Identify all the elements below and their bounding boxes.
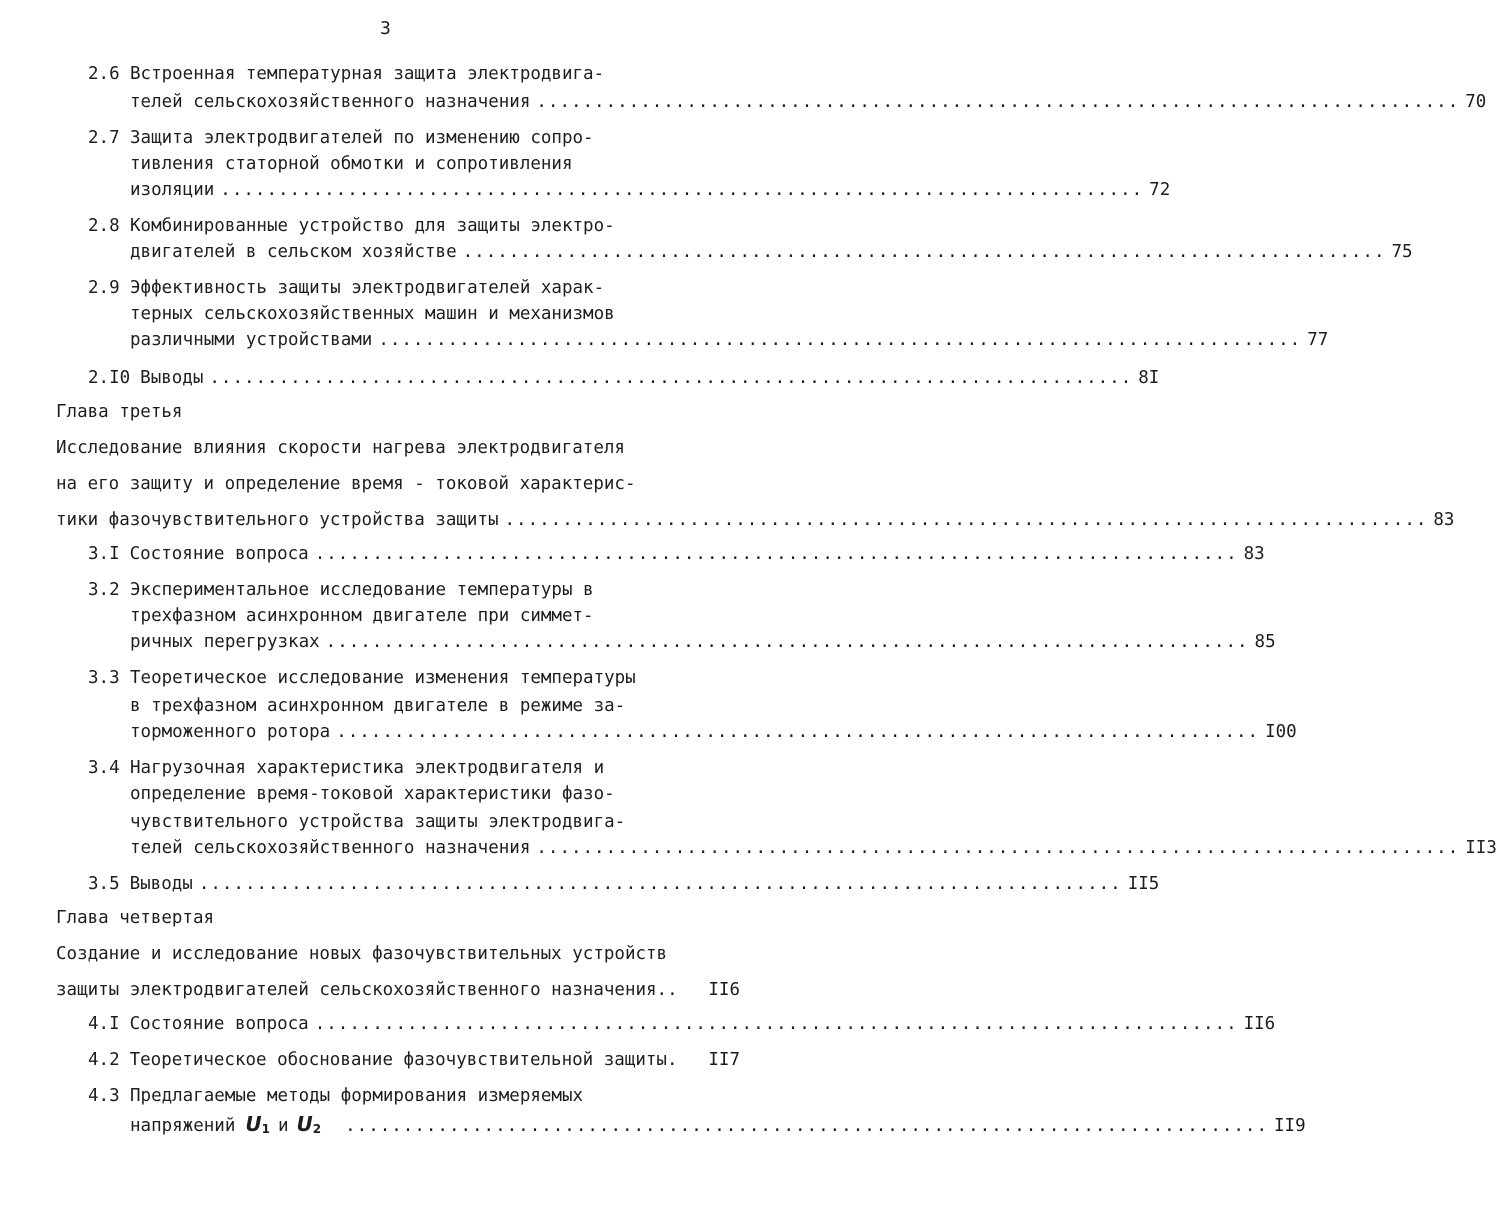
entry-number: 4.2 <box>88 1050 120 1070</box>
chapter-3-title-line3 <box>56 506 1455 534</box>
toc-entry-2-10 <box>88 364 1160 392</box>
entry-title-cont: напряжений <box>130 1116 236 1136</box>
entry-number: 2.8 <box>88 216 120 236</box>
toc-entry-3-4-line4 <box>130 834 1497 862</box>
entry-number: 2.9 <box>88 278 120 298</box>
entry-page: 8I <box>1138 368 1160 388</box>
leader-dots: ................................................................................ <box>314 1014 1238 1034</box>
leader-dots: ................................................................................ <box>336 722 1260 742</box>
entry-title-cont: определение время-токовой характеристики фазо- <box>130 784 615 804</box>
entry-title-cont: торможенного ротора <box>130 722 331 742</box>
toc-entry-4-3-line1 <box>88 1082 583 1110</box>
entry-title: Теоретическое обоснование фазочувствительной защиты. <box>129 1050 678 1070</box>
chapter-4-title-line2 <box>56 976 740 1004</box>
conjunction: и <box>277 1116 289 1136</box>
entry-title: Теоретическое исследование изменения температуры <box>130 668 636 688</box>
toc-entry-4-3-line2 <box>130 1108 1306 1140</box>
entry-title: Состояние вопроса <box>129 544 309 564</box>
toc-entry-4-2 <box>88 1046 740 1074</box>
entry-page: II7 <box>708 1050 740 1070</box>
leader-dots: ................................................................................ <box>220 180 1144 200</box>
entry-title: Нагрузочная характеристика электродвигателя и <box>130 758 605 778</box>
leader-dots: ................................................................................ <box>345 1116 1268 1136</box>
entry-page: 72 <box>1149 180 1171 200</box>
entry-number: 4.I <box>88 1014 120 1034</box>
toc-entry-3-4-line2 <box>130 780 615 808</box>
chapter-3-heading: Глава третья <box>56 402 183 422</box>
entry-page: 77 <box>1307 330 1329 350</box>
leader-dots: ................................................................................ <box>378 330 1302 350</box>
entry-page: I00 <box>1265 722 1297 742</box>
page-number: 3 <box>380 18 391 39</box>
voltage-u2-symbol: $U_2$ <box>296 1112 322 1136</box>
entry-page: II6 <box>1243 1014 1276 1034</box>
entry-title: Экспериментальное исследование температуры в <box>130 580 594 600</box>
leader-dots: ................................................................................ <box>209 368 1133 388</box>
chapter-4-title-line1: Создание и исследование новых фазочувствительных устройств <box>56 944 668 964</box>
toc-entry-2-7-line3 <box>130 176 1171 204</box>
entry-title-cont: изоляции <box>130 180 215 200</box>
entry-number: 3.I <box>88 544 120 564</box>
toc-entry-3-2-line2 <box>130 602 594 630</box>
entry-title: Выводы <box>129 874 193 894</box>
entry-title: Защита электродвигателей по изменению сопро- <box>130 128 594 148</box>
entry-title: Состояние вопроса <box>129 1014 309 1034</box>
toc-entry-3-2-line1 <box>88 576 594 604</box>
leader-dots: ................................................................................ <box>536 838 1460 858</box>
entry-title: Встроенная температурная защита электродвига- <box>130 64 605 84</box>
leader-dots: ................................................................................ <box>198 874 1122 894</box>
toc-entry-2-9-line1 <box>88 274 604 302</box>
entry-number: 3.4 <box>88 758 120 778</box>
entry-page: II9 <box>1274 1116 1306 1136</box>
leader-dots: ................................................................................ <box>462 242 1386 262</box>
toc-entry-2-8-line1 <box>88 212 615 240</box>
chapter-4-heading: Глава четвертая <box>56 908 215 928</box>
chapter-title-cont: защиты электродвигателей сельскохозяйственного назначения.. <box>56 980 678 1000</box>
entry-title-cont: телей сельскохозяйственного назначения <box>130 92 531 112</box>
toc-entry-2-6-line2 <box>130 88 1487 116</box>
entry-page: 85 <box>1254 632 1276 652</box>
entry-number: 2.6 <box>88 64 120 84</box>
toc-entry-2-7-line2 <box>130 150 573 178</box>
entry-title-cont: в трехфазном асинхронном двигателе в режиме за- <box>130 696 626 716</box>
entry-number: 2.7 <box>88 128 120 148</box>
entry-title-cont: ричных перегрузках <box>130 632 320 652</box>
entry-title-cont: терных сельскохозяйственных машин и механизмов <box>130 304 615 324</box>
entry-title: Выводы <box>140 368 204 388</box>
entry-number: 3.3 <box>88 668 120 688</box>
entry-page: II5 <box>1127 874 1160 894</box>
toc-entry-2-8-line2 <box>130 238 1413 266</box>
entry-number: 3.2 <box>88 580 120 600</box>
toc-entry-2-9-line2 <box>130 300 615 328</box>
toc-entry-3-5 <box>88 870 1160 898</box>
toc-entry-2-7-line1 <box>88 124 594 152</box>
leader-dots: ................................................................................ <box>314 544 1238 564</box>
entry-title: Эффективность защиты электродвигателей харак- <box>130 278 605 298</box>
leader-dots: ................................................................................ <box>325 632 1249 652</box>
toc-entry-3-4-line1 <box>88 754 604 782</box>
entry-page: 83 <box>1243 544 1265 564</box>
entry-number: 3.5 <box>88 874 120 894</box>
toc-entry-2-6-line1 <box>88 60 604 88</box>
toc-entry-3-3-line2 <box>130 692 625 720</box>
toc-entry-3-2-line3 <box>130 628 1276 656</box>
chapter-3-title-line1: Исследование влияния скорости нагрева электродвигателя <box>56 438 625 458</box>
entry-title: Предлагаемые методы формирования измеряемых <box>130 1086 584 1106</box>
entry-number: 2.I0 <box>88 368 131 388</box>
entry-title-cont: двигателей в сельском хозяйстве <box>130 242 457 262</box>
entry-page: II6 <box>708 980 740 1000</box>
leader-dots: ................................................................................ <box>536 92 1460 112</box>
chapter-3-title-line2: на его защиту и определение время - токовой характерис- <box>56 474 636 494</box>
entry-page: 70 <box>1465 92 1487 112</box>
toc-entry-3-4-line3 <box>130 808 625 836</box>
entry-title-cont: тивления статорной обмотки и сопротивления <box>130 154 573 174</box>
entry-number: 4.3 <box>88 1086 120 1106</box>
voltage-u1-symbol: $U_1$ <box>245 1112 270 1136</box>
toc-entry-3-1 <box>88 540 1265 568</box>
toc-entry-3-3-line3 <box>130 718 1297 746</box>
entry-title-cont: трехфазном асинхронном двигателе при симмет- <box>130 606 594 626</box>
toc-entry-3-3-line1 <box>88 664 636 692</box>
entry-page: 83 <box>1433 510 1455 530</box>
toc-entry-4-1 <box>88 1010 1276 1038</box>
entry-title-cont: различными устройствами <box>130 330 373 350</box>
entry-title-cont: телей сельскохозяйственного назначения <box>130 838 531 858</box>
leader-dots: ................................................................................ <box>504 510 1428 530</box>
entry-title: Комбинированные устройство для защиты электро- <box>130 216 615 236</box>
entry-title-cont: чувствительного устройства защиты электродвига- <box>130 812 626 832</box>
entry-page: II3 <box>1465 838 1497 858</box>
toc-entry-2-9-line3 <box>130 326 1329 354</box>
entry-page: 75 <box>1391 242 1413 262</box>
chapter-title-cont: тики фазочувствительного устройства защиты <box>56 510 499 530</box>
